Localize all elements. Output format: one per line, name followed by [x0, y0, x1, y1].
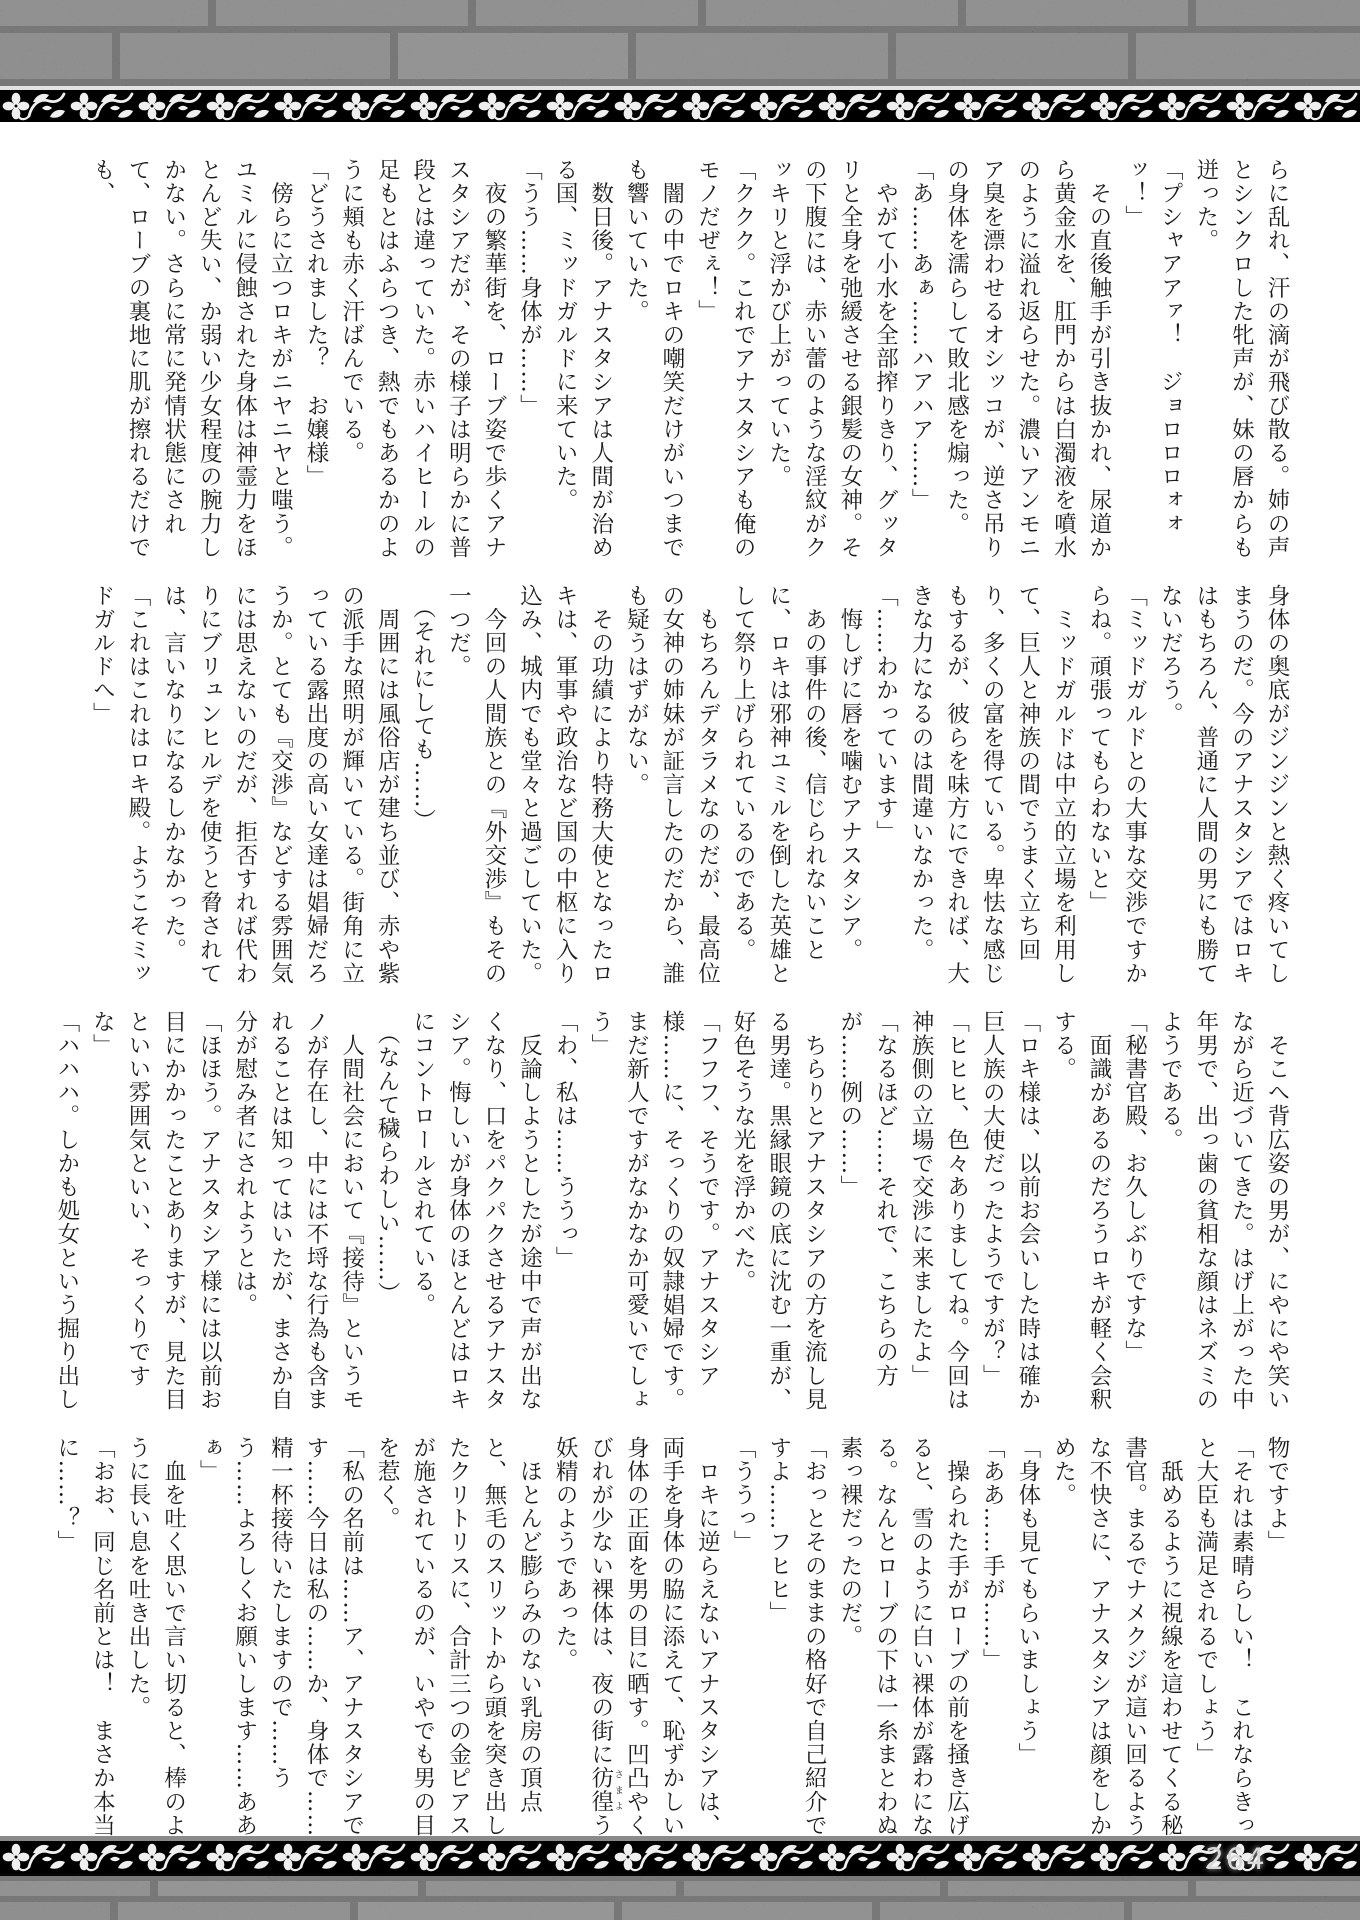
paragraph: やがて小水を全部搾りきり、グッタリと全身を弛緩させる銀髪の女神。その下腹には、赤い蕾のような淫紋がクッキリと浮かび上がっていた。 [765, 158, 899, 560]
paragraph: 「なるほど……それで、こちらの方が……例の……」 [836, 1010, 899, 1388]
paragraph: 舐めるように視線を這わせてくる秘書官。まるでナメクジが這い回るような不快さに、アナスタシアは顔をしかめた。 [1050, 1436, 1184, 1838]
paragraph: 「ククク。これでアナスタシアも俺のモノだぜぇ！」 [694, 158, 757, 560]
paragraph: ロキに逆らえないアナスタシアは、両手を身体の脇に添えて、恥ずかしい身体の正面を男の目に晒す。凹凸やくびれが少ない裸体は、夜の街に彷徨 さまよう妖精のようであった。 [552, 1436, 721, 1838]
paragraph: 面識があるのだろうロキが軽く会釈する。 [1050, 1010, 1113, 1412]
paragraph: あの事件の後、信じられないことに、ロキは邪神ユミルを倒した英雄として祭り上げられているのである。 [730, 584, 828, 986]
paragraph: そこへ背広姿の男が、にやにや笑いながら近づいてきた。はげ上がった中年男で、出っ歯の貧相な顔はネズミのようである。 [1157, 1010, 1290, 1412]
paragraph: 「プシャアアァ！ ジョロロロォォッ！」 [1121, 158, 1184, 536]
text-band-4 [53, 1436, 1294, 1838]
paragraph: 「……わかっています」 [872, 584, 899, 844]
paragraph: 「ああ……手が……」 [979, 1436, 1006, 1672]
paragraph: 人間社会において『接待』というモノが存在し、中には不埒な行為も含まれることは知ってはいたが、まさか自分が慰み者にされようとは。 [231, 1010, 365, 1412]
paragraph: 反論しようとしたが途中で声が出なくなり、口をパクパクさせるアナスタシア。悔しいが身体のほとんどはロキにコントロールされている。 [409, 1010, 543, 1412]
paragraph: 傍らに立つロキがニヤニヤと嗤う。ユミルに侵蝕された身体は神霊力をほとんど失い、か弱い少女程度の腕力しかない。さらに常に発情状態にされて、ローブの裏地に肌が擦れるだけでも、 [89, 158, 294, 560]
paragraph: 夜の繁華街を、ローブ姿で歩くアナスタシアだが、その様子は明らかに普段とは違っていた。赤いハイヒールの足もとはふらつき、熱でもあるかのように頬も赤く汗ばんでいる。 [338, 158, 507, 560]
paragraph: ほとんど膨らみのない乳房の頂点と、無毛のスリットから頭を突き出したクリトリスに、合計三つの金ピアスが施されているのが、いやでも男の目を惹く。 [374, 1436, 543, 1838]
paragraph: 「私の名前は……ア、アナスタシアです……今日は私の……か、身体で……精一杯接待いたしますので……うう……よろしくお願いします……ああぁ」 [196, 1436, 365, 1838]
paragraph: 血を吐く思いで言い切ると、棒のように長い息を吐き出した。 [125, 1436, 187, 1838]
paragraph: 「ううっ」 [730, 1436, 757, 1554]
paragraph: 数日後。アナスタシアは人間が治める国、ミッドガルドに来ていた。 [552, 158, 614, 560]
paragraph: 「あ……あぁ……ハアハア……」 [908, 158, 935, 512]
paragraph: 「ミッドガルドとの大事な交渉ですからね。頑張ってもらわないと」 [1086, 584, 1148, 986]
paragraph: 物ですよ」 [1264, 1436, 1290, 1554]
paragraph: ちらりとアナスタシアの方を流し見る男達。黒縁眼鏡の底に沈む一重が、好色そうな光を浮かべた。 [730, 1010, 828, 1412]
paragraph: 「フフフ、そうです。アナスタシア様……に、そっくりの奴隷娼婦です。まだ新人ですがなかなか可愛いでしょう」 [587, 1010, 721, 1412]
paragraph: 「ロキ様は、以前お会いした時は確か巨人族の大使だったようですが？」 [979, 1010, 1041, 1412]
brick-wall-bottom [0, 1876, 1360, 1920]
paragraph: ミッドガルドは中立的立場を利用して、巨人と神族の間でうまく立ち回り、多くの富を得ている。卑怯な感じもするが、彼らを味方にできれば、大きな力になるのは間違いなかった。 [908, 584, 1077, 986]
paragraph: 今回の人間族との『外交渉』もその一つだ。 [445, 584, 507, 986]
paragraph: （それにしても……） [409, 584, 436, 833]
paragraph: 周囲には風俗店が建ち並び、赤や紫の派手な照明が輝いている。街角に立っている露出度の高い女達は娼婦だろうか。とても『交渉』などする雰囲気には思えないのだが、拒否すれば代わりにブリュンヒルデを使うと脅されては、言いなりになるしかなかった。 [160, 584, 401, 986]
text-band-3 [53, 1010, 1294, 1412]
paragraph: 悔しげに唇を噛むアナスタシア。 [836, 584, 863, 962]
paragraph: 闇の中でロキの嘲笑だけがいつまでも響いていた。 [623, 158, 685, 560]
paragraph: その直後触手が引き抜かれ、尿道から黄金水を、肛門からは白濁液を噴水のように溢れ返らせた。濃いアンモニア臭を漂わせるオシッコが、逆さ吊りの身体を濡らして敗北感を煽った。 [943, 158, 1113, 560]
text-band-1 [76, 158, 1294, 560]
text-band-2 [76, 584, 1294, 986]
ornament-border-bottom [0, 1836, 1360, 1876]
paragraph: 「身体も見てもらいましょう」 [1014, 1436, 1041, 1767]
paragraph: 「うう……身体が……」 [516, 158, 543, 418]
paragraph: 「おお、同じ名前とは！ まさか本当に……？」 [53, 1436, 116, 1838]
paragraph: 「ヒヒヒ、色々ありましてね。今回は神族側の立場で交渉に来ましたよ」 [908, 1010, 970, 1412]
paragraph: 操られた手がローブの前を掻き広げると、雪のように白い裸体が露わになる。なんとローブの下は一糸まとわぬ素っ裸だったのだ。 [836, 1436, 970, 1838]
paragraph: 「ほほう。アナスタシア様には以前お目にかかったことありますが、見た目といい雰囲気といい、そっくりですな」 [89, 1010, 223, 1412]
paragraph: 「どうされました？ お嬢様」 [302, 158, 329, 489]
paragraph: 身体の奥底がジンジンと熱く疼いてしまうのだ。今のアナスタシアではロキはもちろん、普通に人間の男にも勝てないだろう。 [1157, 584, 1290, 986]
paragraph: 「おっとそのままの格好で自己紹介ですよ……フヒヒ」 [765, 1436, 828, 1838]
paragraph: その功績により特務大使となったロキは、軍事や政治など国の中枢に入り込み、城内でも堂々と過ごしていた。 [516, 584, 614, 986]
paragraph: 「これはこれはロキ殿。ようこそミッドガルドへ」 [89, 584, 151, 986]
paragraph: らに乱れ、汗の滴が飛び散る。姉の声とシンクロした牝声が、妹の唇からも迸った。 [1192, 158, 1290, 560]
paragraph: 「ハハハ。しかも処女という掘り出し [53, 1010, 80, 1412]
paragraph: 「秘書官殿、お久しぶりですな」 [1121, 1010, 1148, 1364]
paragraph: （なんて穢らわしい……） [374, 1010, 401, 1306]
page-number: 264 [1205, 1842, 1267, 1876]
paragraph: 「それは素晴らしい！ これならきっと大臣も満足されるでしょう」 [1192, 1436, 1255, 1838]
paragraph: 「わ、私は……ううっ」 [552, 1010, 579, 1270]
paragraph: もちろんデタラメなのだが、最高位の女神の姉妹が証言したのだから、誰も疑うはずがない。 [623, 584, 721, 986]
